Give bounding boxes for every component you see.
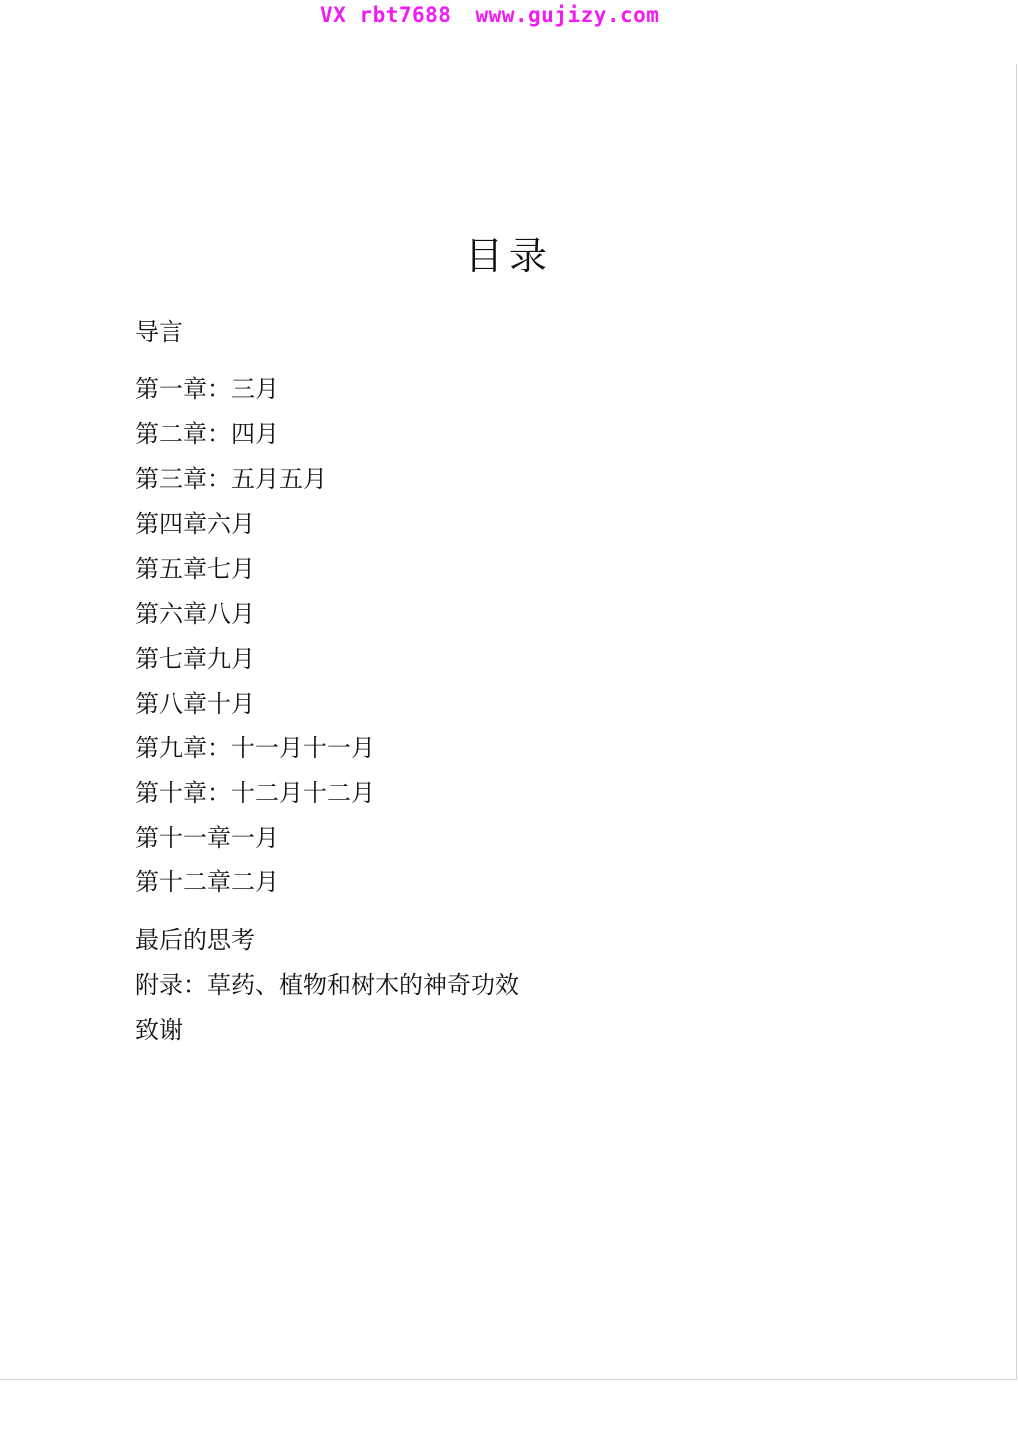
page-edge-bottom [0,1379,1017,1380]
toc-entry-chapter-5: 第五章七月 [135,555,255,583]
toc-entry-chapter-9: 第九章：十一月十一月 [135,734,375,762]
toc-entry-chapter-1: 第一章：三月 [135,375,279,403]
toc-entry-chapter-7: 第七章九月 [135,645,255,673]
toc-entry-acknowledgements: 致谢 [135,1016,183,1044]
watermark-site: www.gujizy.com [475,3,660,27]
toc-entry-chapter-11: 第十一章一月 [135,824,279,852]
toc-entry-appendix: 附录：草药、植物和树木的神奇功效 [135,971,519,999]
toc-entry-chapter-2: 第二章：四月 [135,420,279,448]
toc-entry-intro: 导言 [135,318,183,346]
toc-entry-chapter-6: 第六章八月 [135,600,255,628]
toc-entry-chapter-3: 第三章：五月五月 [135,465,327,493]
toc-entry-final-thoughts: 最后的思考 [135,926,255,954]
toc-entry-chapter-10: 第十章：十二月十二月 [135,779,375,807]
toc-entry-chapter-12: 第十二章二月 [135,868,279,896]
watermark [320,0,659,30]
toc-entry-chapter-4: 第四章六月 [135,510,255,538]
watermark-contact: VX rbt7688 [320,3,452,27]
toc-entry-chapter-8: 第八章十月 [135,690,255,718]
toc-title: 目录 [464,234,553,278]
